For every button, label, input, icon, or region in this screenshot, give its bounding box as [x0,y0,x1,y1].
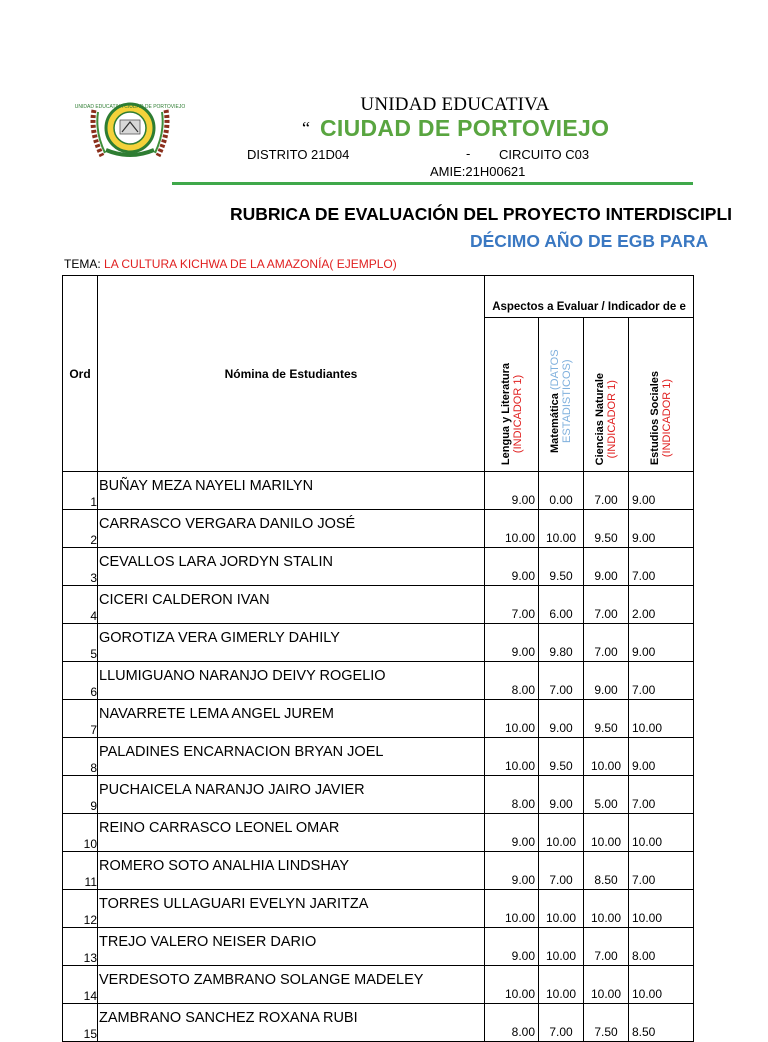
grade-cell: 7.50 [584,1004,629,1042]
row-ord: 1 [63,472,98,510]
grade-cell: 10.00 [485,738,539,776]
row-ord: 10 [63,814,98,852]
topic-line [64,257,397,271]
grade-cell: 9.00 [584,662,629,700]
grade-cell: 7.00 [584,624,629,662]
grade-cell: 7.00 [584,928,629,966]
grade-cell: 10.00 [629,966,694,1004]
table-row [63,890,694,928]
grade-cell: 9.00 [584,548,629,586]
row-ord: 12 [63,890,98,928]
grade-cell: 0.00 [539,472,584,510]
grade-cell: 2.00 [629,586,694,624]
separator-dash: - [466,146,471,161]
row-ord: 6 [63,662,98,700]
amie-code: AMIE:21H00621 [430,164,526,179]
grade-cell: 7.00 [629,548,694,586]
grade-cell: 7.00 [584,472,629,510]
subject-header-matematica: Matemática (DATOS ESTADISTICOS) [539,318,584,472]
student-name: CARRASCO VERGARA DANILO JOSÉ [98,510,485,548]
grade-cell: 9.00 [629,738,694,776]
topic-value: LA CULTURA KICHWA DE LA AMAZONÍA( EJEMPLO) [104,257,397,271]
grade-cell: 7.00 [629,852,694,890]
grade-cell: 7.00 [539,1004,584,1042]
student-name: TORRES ULLAGUARI EVELYN JARITZA [98,890,485,928]
grade-cell: 9.50 [539,548,584,586]
grade-cell: 9.00 [485,472,539,510]
grade-cell: 10.00 [629,890,694,928]
district-label: DISTRITO 21D04 [247,147,350,162]
document-subtitle: DÉCIMO AÑO DE EGB PARA [470,231,709,251]
grade-cell: 5.00 [584,776,629,814]
row-ord: 14 [63,966,98,1004]
row-ord: 15 [63,1004,98,1042]
grade-cell: 8.00 [485,776,539,814]
table-row [63,510,694,548]
grades-body [63,472,694,1042]
student-name: LLUMIGUANO NARANJO DEIVY ROGELIO [98,662,485,700]
table-row [63,852,694,890]
grade-cell: 7.00 [539,852,584,890]
table-row [63,776,694,814]
grade-cell: 7.00 [539,662,584,700]
grade-cell: 9.50 [539,738,584,776]
school-logo [74,98,186,164]
grade-cell: 9.00 [485,548,539,586]
table-row [63,738,694,776]
grade-cell: 9.00 [629,472,694,510]
grade-cell: 9.00 [485,814,539,852]
grade-cell: 8.50 [629,1004,694,1042]
grade-cell: 10.00 [584,814,629,852]
grade-cell: 10.00 [485,890,539,928]
student-name: REINO CARRASCO LEONEL OMAR [98,814,485,852]
grade-cell: 9.00 [539,700,584,738]
city-quote-mark: “ [302,118,310,138]
student-name: TREJO VALERO NEISER DARIO [98,928,485,966]
student-name: ZAMBRANO SANCHEZ ROXANA RUBI [98,1004,485,1042]
table-row [63,814,694,852]
table-row [63,928,694,966]
grade-cell: 9.00 [485,928,539,966]
grade-cell: 9.00 [485,852,539,890]
grade-cell: 9.50 [584,700,629,738]
table-row [63,624,694,662]
grade-cell: 9.50 [584,510,629,548]
table-row [63,548,694,586]
school-name: UNIDAD EDUCATIVA [360,94,550,115]
grade-cell: 10.00 [629,700,694,738]
grade-cell: 9.00 [629,624,694,662]
student-name: PUCHAICELA NARANJO JAIRO JAVIER [98,776,485,814]
table-row [63,586,694,624]
subject-header-ciencias: Ciencias Naturale (INDICADOR 1) [584,318,629,472]
student-name: CEVALLOS LARA JORDYN STALIN [98,548,485,586]
grade-cell: 10.00 [539,966,584,1004]
row-ord: 7 [63,700,98,738]
grade-cell: 10.00 [485,510,539,548]
subject-header-lengua: Lengua y Literatura (INDICADOR 1) [485,318,539,472]
grade-cell: 9.80 [539,624,584,662]
document-title: RUBRICA DE EVALUACIÓN DEL PROYECTO INTERDISCIPLI [230,204,733,224]
grade-cell: 7.00 [584,586,629,624]
grade-cell: 8.00 [485,662,539,700]
grade-cell: 7.00 [629,662,694,700]
grade-cell: 9.00 [629,510,694,548]
grade-cell: 8.00 [485,1004,539,1042]
student-name: BUÑAY MEZA NAYELI MARILYN [98,472,485,510]
row-ord: 4 [63,586,98,624]
grade-cell: 7.00 [629,776,694,814]
grade-cell: 10.00 [539,928,584,966]
grade-cell: 10.00 [584,966,629,1004]
grade-cell: 10.00 [584,890,629,928]
aspects-header: Aspectos a Evaluar / Indicador de e [485,276,694,318]
grade-cell: 10.00 [539,510,584,548]
topic-label: TEMA: [64,257,105,271]
student-name: PALADINES ENCARNACION BRYAN JOEL [98,738,485,776]
circuit-label: CIRCUITO C03 [499,147,590,162]
row-ord: 13 [63,928,98,966]
city-name: CIUDAD DE PORTOVIEJO [320,115,610,141]
students-header: Nómina de Estudiantes [98,276,485,472]
grade-cell: 10.00 [485,700,539,738]
student-name: ROMERO SOTO ANALHIA LINDSHAY [98,852,485,890]
student-name: NAVARRETE LEMA ANGEL JUREM [98,700,485,738]
row-ord: 9 [63,776,98,814]
grade-cell: 7.00 [485,586,539,624]
table-row [63,662,694,700]
grades-table [62,275,694,1042]
grade-cell: 10.00 [539,890,584,928]
grade-cell: 9.00 [485,624,539,662]
student-name: CICERI CALDERON IVAN [98,586,485,624]
student-name: GOROTIZA VERA GIMERLY DAHILY [98,624,485,662]
grade-cell: 8.50 [584,852,629,890]
grade-cell: 10.00 [485,966,539,1004]
row-ord: 8 [63,738,98,776]
grade-cell: 10.00 [539,814,584,852]
table-row [63,1004,694,1042]
grade-cell: 6.00 [539,586,584,624]
grade-cell: 10.00 [584,738,629,776]
logo-text: UNIDAD EDUCATIVA CIUDAD DE PORTOVIEJO [74,104,186,110]
header-divider [172,182,693,185]
row-ord: 5 [63,624,98,662]
row-ord: 11 [63,852,98,890]
row-ord: 2 [63,510,98,548]
table-row [63,966,694,1004]
grade-cell: 10.00 [629,814,694,852]
grade-cell: 8.00 [629,928,694,966]
grade-cell: 9.00 [539,776,584,814]
subject-header-sociales: Estudios Sociales (INDICADOR 1) [629,318,694,472]
table-row [63,472,694,510]
ord-header: Ord [63,276,98,472]
row-ord: 3 [63,548,98,586]
table-row [63,700,694,738]
student-name: VERDESOTO ZAMBRANO SOLANGE MADELEY [98,966,485,1004]
